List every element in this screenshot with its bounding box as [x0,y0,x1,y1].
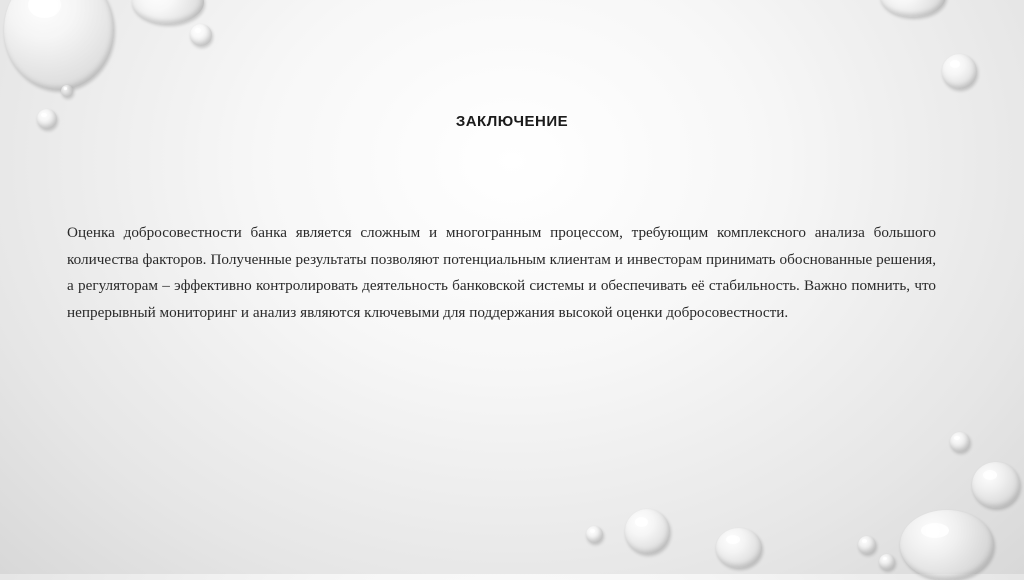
water-drop-decoration [858,536,876,554]
water-drop-decoration [4,0,114,90]
water-drop-decoration [879,554,895,570]
water-drop-decoration [880,0,946,17]
water-drop-decoration [625,509,670,554]
water-drop-decoration [716,528,762,568]
water-drop-decoration [586,526,603,543]
water-drop-decoration [190,24,212,46]
water-drop-decoration [942,54,977,89]
water-drop-decoration [900,510,994,580]
water-drop-decoration [950,432,970,452]
water-drop-decoration [972,462,1020,508]
slide-title: ЗАКЛЮЧЕНИЕ [455,113,569,130]
water-drop-decoration [61,85,73,97]
slide-body-text: Оценка добросовестности банка является сложным и многогранным процессом, требующим комплексного анализа большого количества факторов. Полученные результаты позволяют потенциальным клиентам и инвесторам принимать обоснованные решения, а регуляторам – эффективно контролировать деятельность банковской системы и обеспечивать её стабильность. Важно помнить, что непрерывный мониторинг и анализ являются ключевыми для поддержания высокой оценки добросовестности. [67,224,936,321]
water-drop-decoration [132,0,204,24]
